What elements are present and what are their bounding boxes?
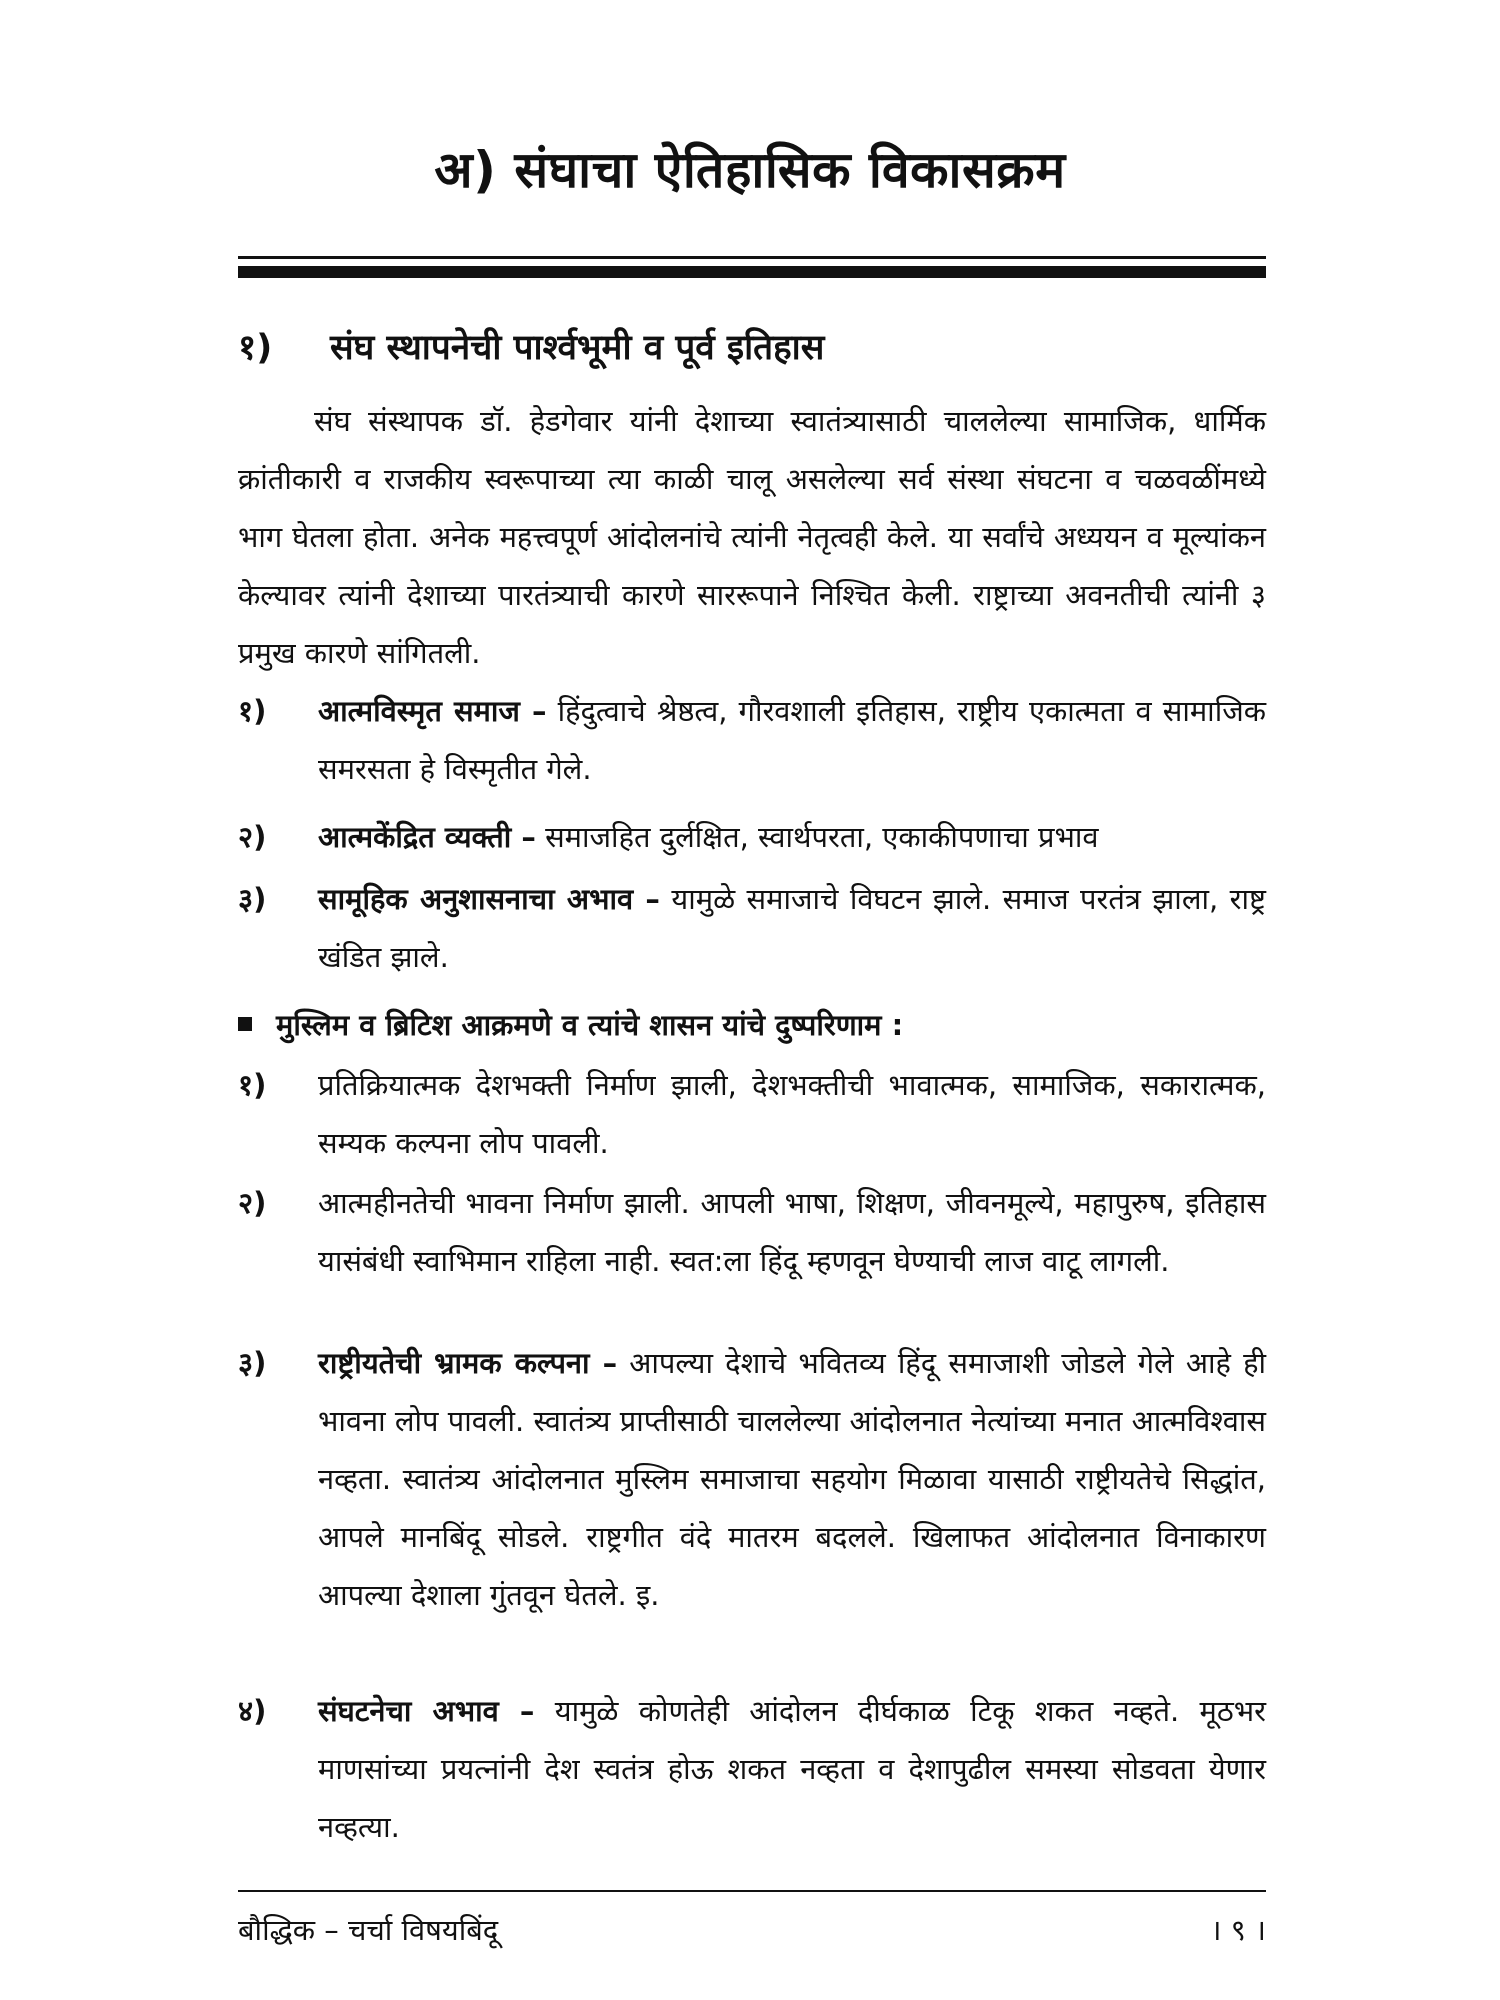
item-text: समाजहित दुर्लक्षित, स्वार्थपरता, एकाकीपणाचा प्रभाव — [535, 820, 1099, 854]
item-lead: आत्मविस्मृत समाज – — [318, 694, 547, 728]
bullet-heading — [238, 996, 1266, 1054]
item-number: ४) — [238, 1694, 267, 1728]
item-text: आपल्या देशाचे भवितव्य हिंदू समाजाशी जोडले गेले आहे ही भावना लोप पावली. स्वातंत्र्य प्राप्तीसाठी चाललेल्या आंदोलनात नेत्यांच्या मनात आत्मविश्वास नव्हता. स्वातंत्र्य आंदोलनात मुस्लिम समाजाचा सहयोग मिळावा यासाठी राष्ट्रीयतेचे सिद्धांत, आपले मानबिंदू सोडले. राष्ट्रगीत वंदे मातरम बदलले. खिलाफत आंदोलनात विनाकारण आपल्या देशाला गुंतवून घेतले. इ. — [318, 1346, 1267, 1612]
item-number: ३) — [238, 1346, 267, 1380]
list-item — [238, 1174, 1266, 1290]
item-text: प्रतिक्रियात्मक देशभक्ती निर्माण झाली, देशभक्तीची भावात्मक, सामाजिक, सकारात्मक, सम्यक कल्पना लोप पावली. — [318, 1068, 1266, 1160]
intro-paragraph: संघ संस्थापक डॉ. हेडगेवार यांनी देशाच्या स्वातंत्र्यासाठी चाललेल्या सामाजिक, धार्मिक क्रांतीकारी व राजकीय स्वरूपाच्या त्या काळी चालू असलेल्या सर्व संस्था संघटना व चळवळींमध्ये भाग घेतला होता. अनेक महत्त्वपूर्ण आंदोलनांचे त्यांनी नेतृत्वही केले. या सर्वांचे अध्ययन व मूल्यांकन केल्यावर त्यांनी देशाच्या पारतंत्र्याची कारणे साररूपाने निश्चित केली. राष्ट्राच्या अवनतीची त्यांनी ३ प्रमुख कारणे सांगितली. — [238, 404, 1266, 670]
item-text: हिंदुत्वाचे श्रेष्ठत्व, गौरवशाली इतिहास, राष्ट्रीय एकात्मता व सामाजिक समरसता हे विस्मृतीत गेले. — [318, 694, 1266, 786]
list-item — [238, 1056, 1266, 1172]
list-item — [238, 1682, 1266, 1856]
list-item — [238, 1334, 1266, 1624]
item-lead: सामूहिक अनुशासनाचा अभाव – — [318, 882, 660, 916]
item-text: यामुळे समाजाचे विघटन झाले. समाज परतंत्र झाला, राष्ट्र खंडित झाले. — [318, 882, 1266, 974]
footer-book-title: बौद्धिक – चर्चा विषयबिंदू — [238, 1913, 499, 1947]
section-heading — [238, 318, 824, 378]
square-bullet-icon — [238, 1017, 252, 1031]
section-heading-text: संघ स्थापनेची पार्श्वभूमी व पूर्व इतिहास — [330, 328, 825, 368]
item-number: २) — [238, 1186, 267, 1220]
item-number: १) — [238, 1068, 267, 1102]
item-number: ३) — [238, 882, 267, 916]
footer-divider — [238, 1890, 1266, 1892]
item-lead: आत्मकेंद्रित व्यक्ती – — [318, 820, 536, 854]
item-text: यामुळे कोणतेही आंदोलन दीर्घकाळ टिकू शकत नव्हते. मूठभर माणसांच्या प्रयत्नांनी देश स्वतंत्र होऊ शकत नव्हता व देशापुढील समस्या सोडवता येणार नव्हत्या. — [318, 1694, 1266, 1844]
item-lead: संघटनेचा अभाव – — [318, 1694, 535, 1728]
section-number: १) — [238, 328, 273, 368]
bullet-heading-text: मुस्लिम व ब्रिटिश आक्रमणे व त्यांचे शासन यांचे दुष्परिणाम : — [276, 1008, 904, 1042]
item-number: १) — [238, 694, 267, 728]
list-item — [238, 870, 1266, 986]
list-item — [238, 808, 1266, 866]
item-text: आत्महीनतेची भावना निर्माण झाली. आपली भाषा, शिक्षण, जीवनमूल्ये, महापुरुष, इतिहास यासंबंधी स्वाभिमान राहिला नाही. स्वत:ला हिंदू म्हणवून घेण्याची लाज वाटू लागली. — [318, 1186, 1266, 1278]
item-number: २) — [238, 820, 267, 854]
item-lead: राष्ट्रीयतेची भ्रामक कल्पना – — [318, 1346, 618, 1380]
title-divider-thin — [238, 256, 1266, 259]
title-divider-thick — [238, 266, 1266, 278]
list-item — [238, 682, 1266, 798]
page-number: । ९ । — [1210, 1913, 1266, 1947]
page-title: अ) संघाचा ऐतिहासिक विकासक्रम — [434, 141, 1066, 199]
